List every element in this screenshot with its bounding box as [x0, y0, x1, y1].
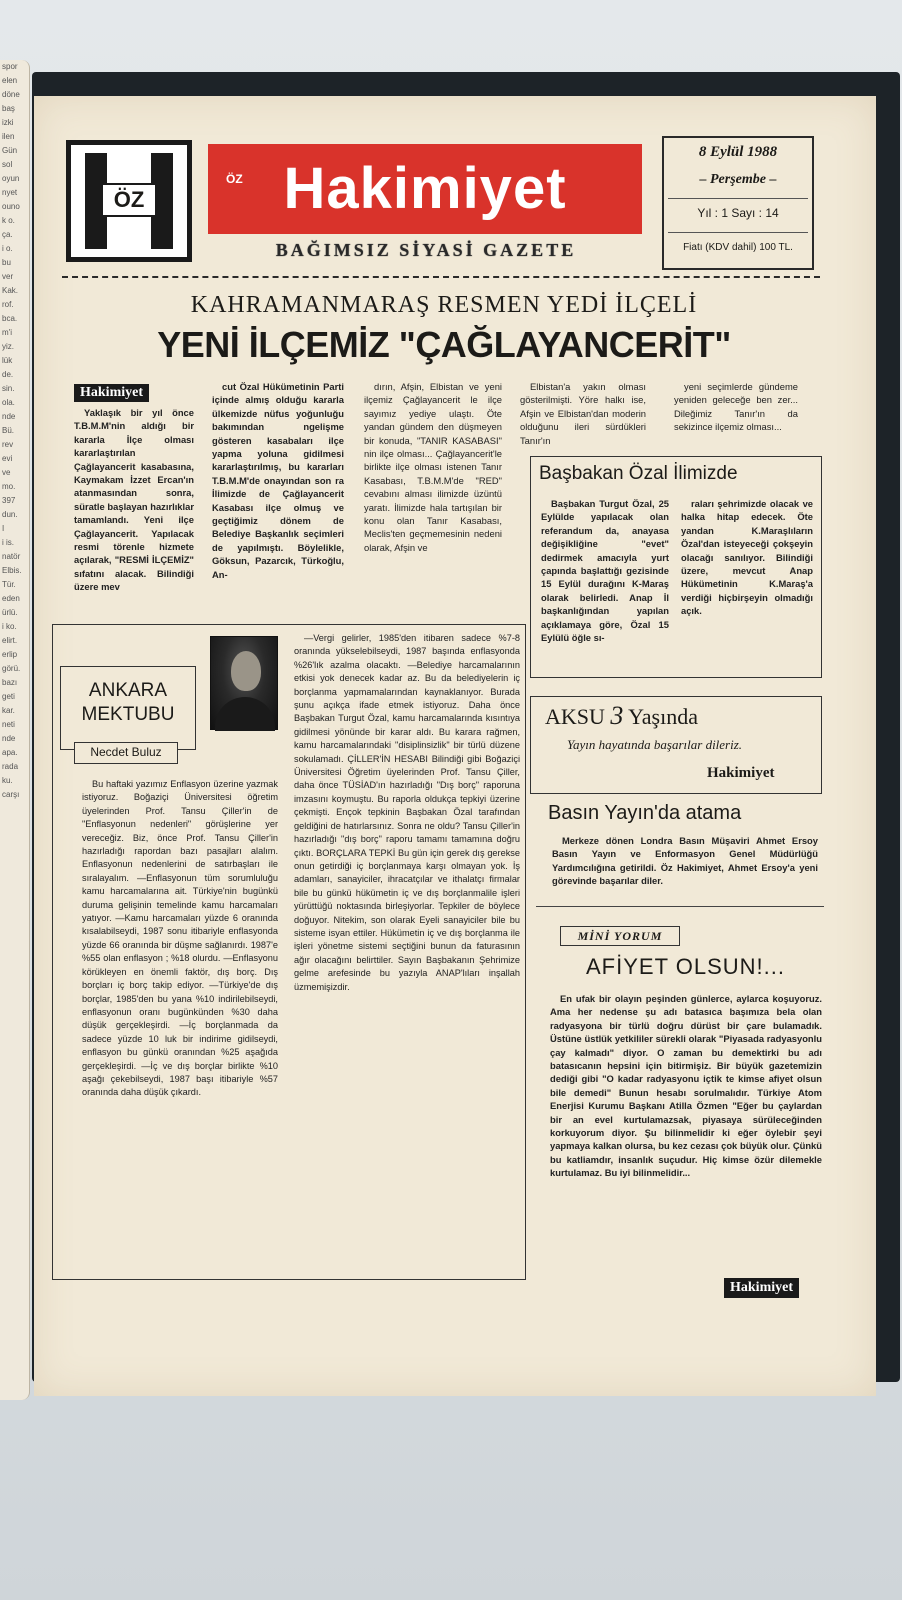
ankara-title-line1: ANKARA: [88, 680, 168, 701]
prev-page-fragment: rof.: [2, 300, 14, 309]
basin-body: [552, 834, 818, 888]
prev-page-fragment: I: [2, 524, 5, 533]
lead-column-5: [674, 380, 798, 434]
ankara-column-1: [82, 778, 278, 1100]
lead-column-1: [74, 384, 194, 594]
prev-page-fragment: ve: [2, 468, 11, 477]
lead-column-3: [364, 380, 502, 554]
mini-body: [550, 992, 822, 1180]
masthead-subtitle: BAĞIMSIZ SİYASİ GAZETE: [275, 240, 577, 260]
author-photo: [210, 636, 278, 730]
prev-page-fragment: eden: [2, 594, 20, 603]
prev-page-fragment: ku.: [2, 776, 13, 785]
prev-page-fragment: elirt.: [2, 636, 18, 645]
prev-page-fragment: nde: [2, 412, 16, 421]
prev-page-fragment: izki: [2, 118, 14, 127]
prev-page-fragment: görü.: [2, 664, 21, 673]
prev-page-fragment: kar.: [2, 706, 15, 715]
prev-page-fragment: erlip: [2, 650, 18, 659]
prev-page-fragment: sol: [2, 160, 13, 169]
ozal-col1-text: Başbakan Turgut Özal, 25 Eylülde yapılacak olan referandum da, anayasa değişikliğine "evet" dedirmek amacıyla yurt çapında başlattığı gezisinde 15 Eylül durağını K-Maraş olarak belirledi. Anap İl başkanlığından yapılan açıklamaya göre, Özal 15 Eylülü öğle sı-: [541, 498, 669, 644]
prev-page-fragment: elen: [2, 76, 18, 85]
aksu-signature: Hakimiyet: [707, 765, 775, 781]
prev-page-fragment: bca.: [2, 314, 18, 323]
prev-page-fragment: lük: [2, 356, 13, 365]
aksu-box: [530, 696, 822, 794]
lead-col4-text: Elbistan'a yakın olması gösterilmişti. Yöre halkı ise, Afşin ve Elbistan'dan moderin olduğunu ileri sürdükleri Tanır'ın: [520, 381, 646, 446]
issue-number: Yıl : 1 Sayı : 14: [697, 206, 779, 220]
prev-page-fragment: m'i: [2, 328, 12, 337]
mini-body-text: En ufak bir olayın peşinden günlerce, aylarca koşuyoruz. Ama her nedense şu adı batasıca başımıza bela olan radyasyona bir türlü doğru dürüst bir çare bulamadık. Üstüne üstlük yetkililer sürekli olarak "Piyasada radyasyonlu çay kalmadı" diyor. O zaman bu demektirki bu adı batasıcanın hepsini için bitirmişiz. Bir büyük gazetemizin dediği gibi "O kadar radyasyonu içtik te kimse afiyet olsun bile demedi" Bunun hesabı sorulmalıdır. Türkiye Atom Enerjisi Kurumu Başkanı Atilla Özmen "Eğer bu çaylardan bir an evel kurtulamazsak, piyasaya sürüleceğinden korkuyorum diyor. Şu bilinmelidir ki eğer öylebir şeyi yapmaya kalkan olursa, bu kez cezası çok büyük olur. Çünkü bu katliamdır, insanlık suçudur. Hiç kimse özür dilemekle kurtulamaz. Bu iyi bilinmelidir...: [550, 993, 822, 1179]
issue-date: 8 Eylül 1988: [698, 144, 778, 160]
prev-page-fragment: bazı: [2, 678, 18, 687]
ozal-article-box: [530, 456, 822, 678]
prev-page-fragment: i ko.: [2, 622, 17, 631]
prev-page-fragment: geti: [2, 692, 15, 701]
lead-col5-text: yeni seçimlerde gündeme yeniden geleceğe ben zer... Dileğimiz Tanır'ın da sekizince ilçemiz olması...: [674, 381, 798, 433]
prev-page-fragment: Elbis.: [2, 566, 22, 575]
aksu-wish: Yayın hayatında başarılar dileriz.: [567, 737, 743, 752]
aksu-title-a: AKSU: [545, 704, 605, 729]
prev-page-fragment: rada: [2, 762, 19, 771]
lead-headline: YENİ İLÇEMİZ "ÇAĞLAYANCERİT": [157, 324, 731, 365]
prev-page-fragment: sin.: [2, 384, 15, 393]
prev-page-fragment: nde: [2, 734, 16, 743]
mini-signature: Hakimiyet: [724, 1278, 799, 1298]
ozal-column-1: [541, 497, 669, 644]
prev-page-fragment: Kak.: [2, 286, 19, 295]
aksu-title-num: 3: [610, 701, 624, 730]
prev-page-fragment: rev: [2, 440, 14, 449]
prev-page-fragment: 397: [2, 496, 16, 505]
lead-col2-text: cut Özal Hükümetinin Parti içinde almış olduğu kararla ülkemizde nüfus yoğunluğu bakımından ngelişme gösteren kasabaları ilçe yapma yoluna gidilmesi kararlaştırılmış, bu kararları T.B.M.M'de onayından son ra İlimizde de Çağlayancerit Kasabası ilçe olmuş ve geçtiğimiz dönem de Belediye Başkanlık seçimleri de yapılmıştı. Böylelikle, Göksun, Pazarcık, Türkoğlu, An-: [212, 381, 344, 580]
ankara-title-box: [60, 666, 196, 750]
newspaper-page: [34, 96, 876, 1396]
prev-page-fragment: i is.: [2, 538, 14, 547]
prev-page-fragment: döne: [2, 90, 20, 99]
prev-page-fragment: evi: [2, 454, 13, 463]
lead-badge: Hakimiyet: [74, 384, 149, 402]
prev-page-fragment: oyun: [2, 174, 20, 183]
lead-column-4: [520, 380, 646, 447]
prev-page-fragment: bu: [2, 258, 11, 267]
prev-page-fragment: Tür.: [2, 580, 16, 589]
prev-page-fragment: k o.: [2, 216, 15, 225]
basin-divider: [536, 906, 824, 907]
ozal-col2-text: raları şehrimizde olacak ve halka hitap edecek. Öte yandan K.Maraşlıların Özal'dan isteyeceği çokşeyin olacağı sanılıyor. Bilindiği üzere, mevcut Anap Hükümetinin K.Maraş'a verdiği hiçbirşeyin olmadığı açık.: [681, 498, 813, 617]
mini-yorum-label: MİNİ YORUM: [560, 926, 680, 946]
issue-weekday: – Perşembe –: [699, 172, 777, 187]
prev-page-fragment: ürlü.: [2, 608, 18, 617]
prev-page-fragment: Gün: [2, 146, 18, 155]
ozal-title: Başbakan Özal İlimizde: [539, 463, 738, 484]
prev-page-fragment: neti: [2, 720, 15, 729]
lead-col1-text: Yaklaşık bir yıl önce T.B.M.M'nin aldığı bir kararla İlçe olması kararlaştırılan Çağlayancerit kasabasına, Kaymakam İzzet Ercan'ın atanmasından sonra, süratle başlayan hazırlıklar tamamlandı. Yeni ilçe Çağlayancerit. Yapılacak resmi törenle hizmete açılarak, "RESMİ İLÇEMİZ" sıfatını alacak. Bilindiği üzere mev: [74, 407, 194, 593]
mini-title: AFİYET OLSUN!...: [586, 954, 785, 979]
prev-page-fragment: mo.: [2, 482, 16, 491]
ankara-col1-text: Bu haftaki yazımız Enflasyon üzerine yazmak istiyoruz. Boğaziçi Üniversitesi öğretim üyelerinden Prof. Tansu Çiller'in de "Enflasyonun nedenleri" görüşlerine yer vereceğiz. Biz, önce Prof. Tansu Çiller'in hazırladığı rapordan bazı pasajları alalım. Enflasyonun nedenlerini de satırbaşları ile sıralayalım. —Enflasyonun tüm sorumluluğu kamu harcamalarına ait. Türkiye'nin bugünkü duruma gelişinin temelinde kamu harcamaları yatıyor. —Kamu harcamaları yüzde 6 oranında kısalabilseydi, 1987 sonu itibariyle enflasyonda yüzde 66 oranında bir düşme sağlanırdı. 1987'e %55 olan enflasyon ; %18 olurdu. —Enflasyonu körükleyen en önemli faktör, dış borç. Dış borçları iç borç takip ediyor. —Türkiye'de dış borçlar, 1985'den bu yana %10 indirilebilseydi, enflasyonun oranı bugünkünden %30 daha düşük gerçekleşirdi. —İç borçlanmada da sadece yüzde 10 luk bir indirime gidilseydi, enflasyon bu günkü oranından %25 aşağıda gerçekleşirdi. —İç ve dış borçlar birlikte %10 aşağı çekebilseydi, 1987 başı itibariyle %57 oranında daha düşük çıkardı.: [82, 779, 278, 1098]
issue-price: Fiatı (KDV dahil) 100 TL.: [683, 242, 793, 253]
prev-page-fragment: spor: [2, 62, 18, 71]
masthead-banner: [208, 144, 642, 234]
prev-page-fragment: yiz.: [2, 342, 14, 351]
masthead-oz: ÖZ: [226, 172, 243, 186]
ankara-col2-text: —Vergi gelirler, 1985'den itibaren sadece %7-8 oranında yükselebilseydi, 1987 başında enflasyonda %26'lık azalma olacaktı. —Belediye harcamalarının etkisi yok denecek kadar az. Bu da belediyelerin iç borçlanma yapmamalarından kaynaklanıyor. Burada şunu açıkça ifade etmek istiyoruz. Daha önce Başbakan Turgut Özal, kamu harcamalarında kısıntıya gidilmesi yönünde bir karar aldı. Bu karara rağmen, kamu harcamalarındaki "disiplinsizlik" bir türlü düzene sokulamadı. ÇİLLER'İN HESABI Bilindiği gibi Boğaziçi Üniversitesi Öğretim üyelerinden Prof. Tansu Çiller, daha önce TÜSİAD'ın hazırladığı "Dış borç" raporuna imzasını koymuştu. Bu raporla oldukça tepkiyi üzerine çekmişti. Ençok tepkinin Başbakan Özal tarafından geldiğini de hatırlarsınız. Sonra ne oldu? Tansu Çiller'in hazırladığı "dış borç" raporu tamamı tamamına doğru çıktı. BORÇLARA TEPKİ Bu gün için gerek dış gerekse onun getirdiği iç borçlanmaya karşı olmayan yok. İş adamları, sanayiciler, ihracatçılar ve ithalatçı firmalar bile bu günkü hükümetin iç ve dış borçlanmalile işleri yürüttüğü noktasında birleşiyorlar. Tepkiler de böylece doğuyor. Nitekim, son olarak Eyeli sanayiciler bile bu sisteme isyan ettiler. Hükümetin iç ve dış borçlanma ile işleri yönetme sistemi seçtiğini bunun da faturasının ağır olacağını belirttiler. Sayın Başbakanın Şehrimize gelme arefesinde bu yazıyla ANAP'lıları inşallah üzmemişizdir.: [294, 633, 520, 992]
prev-page-fragment: dun.: [2, 510, 18, 519]
ozal-column-2: [681, 497, 813, 618]
masthead-title: Hakimiyet: [283, 156, 567, 221]
prev-page-fragment: ola.: [2, 398, 15, 407]
masthead-divider: [62, 276, 820, 278]
basin-title: Basın Yayın'da atama: [548, 802, 742, 824]
logo: [66, 140, 192, 262]
ankara-title-line2: MEKTUBU: [81, 704, 175, 725]
prev-page-fragment: carşı: [2, 790, 20, 799]
prev-page-fragment: ver: [2, 272, 14, 281]
prev-page-fragment: de.: [2, 370, 14, 379]
basin-body-text: Merkeze dönen Londra Basın Müşaviri Ahmet Ersoy Basın Yayın ve Enformasyon Genel Müdürlüğü Yardımcılığına getirildi. Öz Hakimiyet, Ahmet Ersoy'a yeni görevinde başarılar diler.: [552, 835, 818, 887]
ankara-column-2: [294, 632, 520, 994]
prev-page-fragment: apa.: [2, 748, 18, 757]
prev-page-fragment: ça.: [2, 230, 13, 239]
lead-col3-text: dırın, Afşin, Elbistan ve yeni ilçemiz Çağlayancerit le ilçe sayımız yediye ulaştı. Öte yandan gündem den düşmeyen bir konuda, "TANIR KASABASI" nin ilçe olması... Çağlayancerit'le birlikte ilçe olması istenen Tanır Kasabası, T.B.M.M'de "RED" cevabını alması ilimizde üzüntü yaratı. İlimizde hala tartışılan bir konu olan Tanır Kasabası, Meclis'ten geçmemesinin nedeni olarak, Afşin ve: [364, 381, 502, 553]
previous-page-edge: [0, 60, 30, 1400]
prev-page-fragment: i o.: [2, 244, 13, 253]
logo-oz-text: ÖZ: [101, 183, 157, 217]
prev-page-fragment: natör: [2, 552, 21, 561]
lead-kicker: KAHRAMANMARAŞ RESMEN YEDİ İLÇELİ: [190, 292, 698, 318]
prev-page-fragment: nyet: [2, 188, 18, 197]
lead-column-2: [212, 380, 344, 581]
date-box: [662, 136, 814, 270]
aksu-title-b: Yaşında: [628, 704, 698, 729]
aksu-title: [545, 701, 698, 731]
prev-page-fragment: Bü.: [2, 426, 15, 435]
prev-page-fragment: ouno: [2, 202, 20, 211]
prev-page-fragment: ilen: [2, 132, 15, 141]
ankara-byline: Necdet Buluz: [74, 742, 178, 764]
prev-page-fragment: baş: [2, 104, 15, 113]
